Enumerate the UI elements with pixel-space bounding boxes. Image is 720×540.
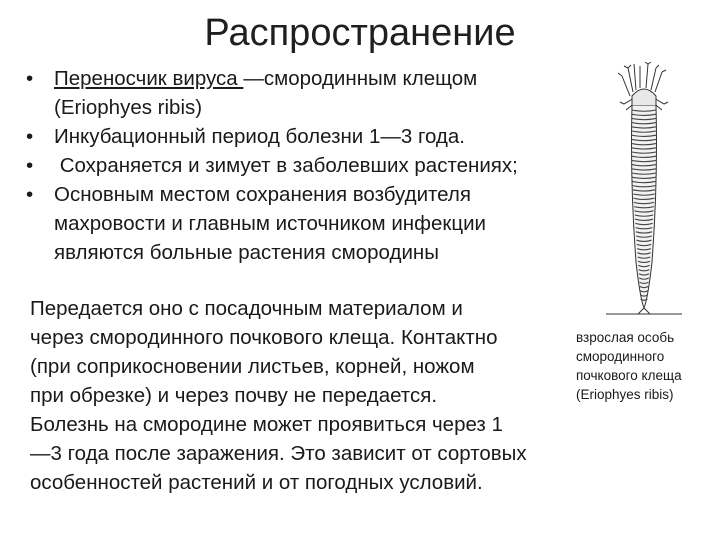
paragraph-line: особенностей растений и от погодных условий.	[30, 471, 483, 494]
vector-text: —смородинным клещом	[243, 67, 478, 90]
paragraph-line: при обрезке) и через почву не передается.	[30, 384, 438, 407]
caption-line: взрослая особь	[576, 330, 675, 345]
paragraph-line: Передается оно с посадочным материалом и	[30, 297, 463, 320]
transmission-paragraph	[30, 294, 590, 497]
vector-label: Переносчик вируса	[54, 67, 244, 90]
caption-line: смородинного	[576, 349, 665, 364]
caption-line: (Eriophyes ribis)	[576, 387, 674, 402]
vector-latin-name: (Eriophyes ribis)	[54, 96, 203, 119]
bullet-icon: •	[26, 67, 34, 90]
bullet-list	[22, 64, 602, 267]
source-line-2: махровости и главным источником инфекции	[54, 212, 486, 235]
bullet-item-incubation	[22, 122, 602, 151]
paragraph-line: Болезнь на смородине может проявиться через 1	[30, 413, 503, 436]
slide-title: Распространение	[204, 12, 516, 54]
overwintering-text: Сохраняется и зимует в заболевших растениях;	[54, 154, 518, 177]
mite-illustration	[600, 62, 690, 324]
bullet-icon: •	[26, 183, 34, 206]
paragraph-line: (при соприкосновении листьев, корней, ножом	[30, 355, 475, 378]
bullet-icon: •	[26, 125, 34, 148]
illustration-caption	[576, 328, 716, 404]
source-line-3: являются больные растения смородины	[54, 241, 439, 264]
caption-line: почкового клеща	[576, 368, 682, 383]
paragraph-line: —3 года после заражения. Это зависит от сортовых	[30, 442, 527, 465]
bullet-icon: •	[26, 154, 34, 177]
bullet-item-vector	[22, 64, 602, 122]
bullet-item-overwintering	[22, 151, 602, 180]
incubation-text: Инкубационный период болезни 1—3 года.	[54, 125, 465, 148]
source-line-1: Основным местом сохранения возбудителя	[54, 183, 471, 206]
bullet-item-source	[22, 180, 602, 267]
paragraph-line: через смородинного почкового клеща. Контактно	[30, 326, 498, 349]
